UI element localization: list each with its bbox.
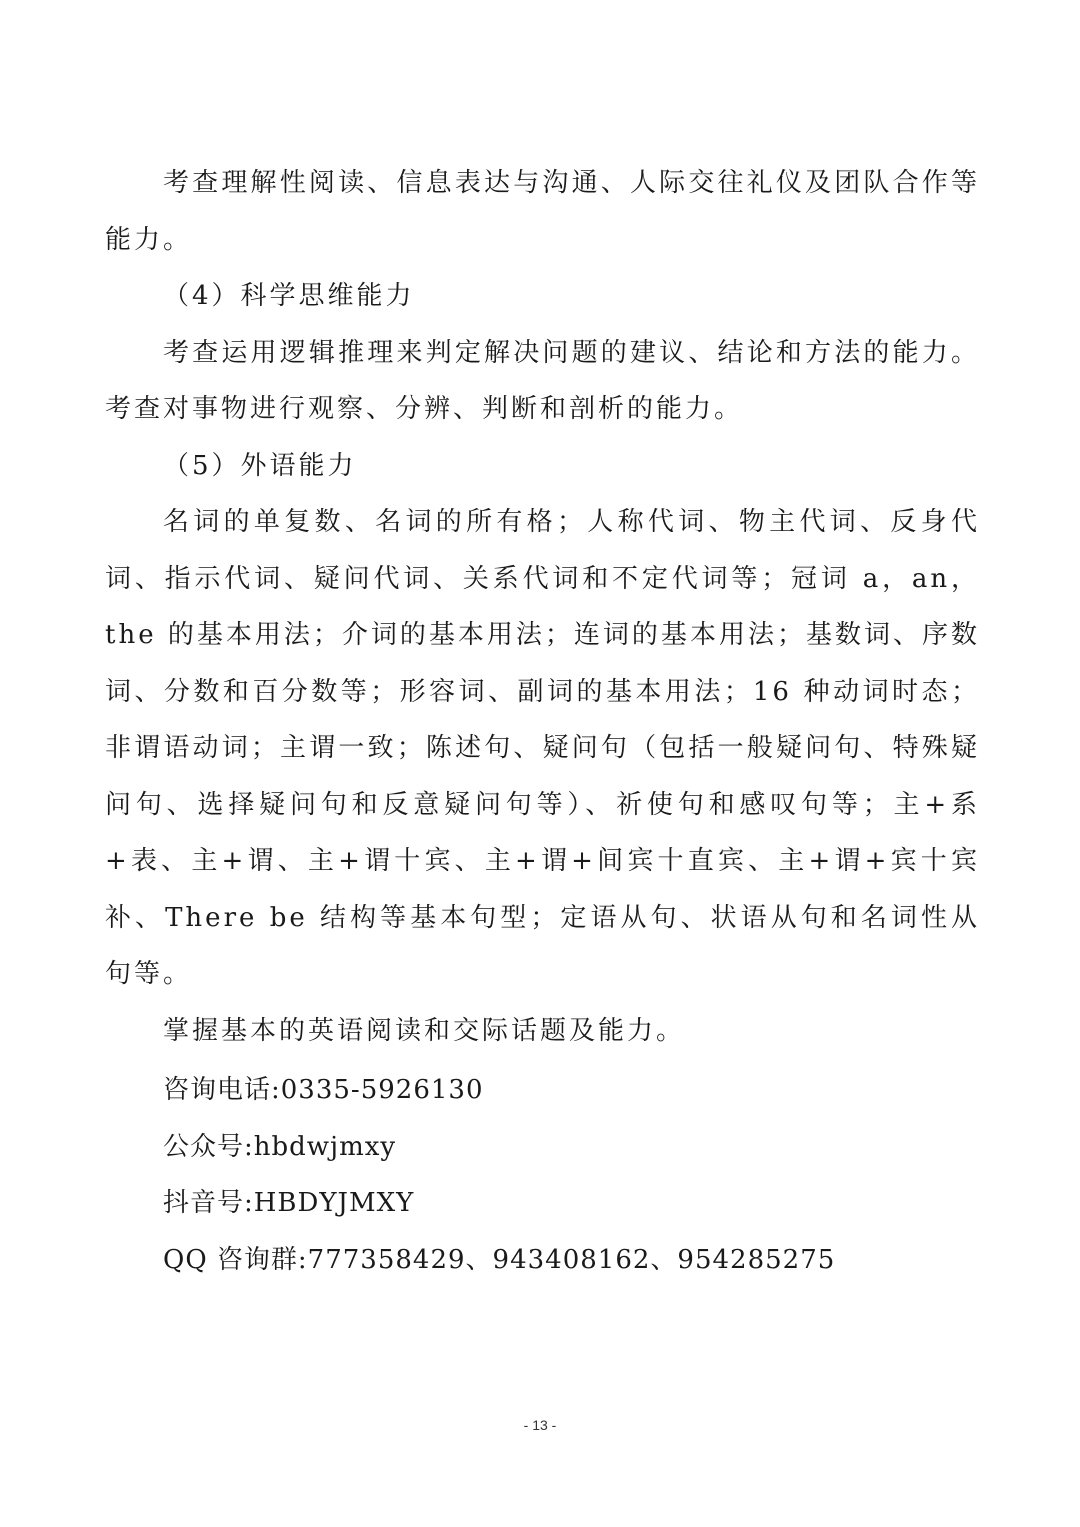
section-heading-scientific-thinking: （4）科学思维能力 (163, 281, 415, 311)
paragraph-scientific-thinking: 考查运用逻辑推理来判定解决问题的建议、结论和方法的能力。考查对事物进行观察、分辨、判断和剖析的能力。 (105, 337, 980, 424)
contact-qq-group: QQ 咨询群:777358429、943408162、954285275 (163, 1244, 836, 1275)
section-heading-foreign-language: （5）外语能力 (163, 450, 357, 481)
paragraph-grammar-topics: 名词的单复数、名词的所有格；人称代词、物主代词、反身代词、指示代词、疑问代词、关系代词和不定代词等；冠词 a，an，the 的基本用法；介词的基本用法；连词的基本用法；基数词、序数词、分数和百分数等；形容词、副词的基本用法；16 种动词时态；非谓语动词；主谓一致；陈述句、疑问句（包括一般疑问句、特殊疑问句、选择疑问句和反意疑问句等）、祈使句和感叹句等；主+系+表、主+谓、主+谓十宾、主+谓+间宾十直宾、主+谓+宾十宾补、There be 结构等基本句型；定语从句、状语从句和名词性从句等。 (105, 507, 980, 989)
paragraph-reading-ability: 掌握基本的英语阅读和交际话题及能力。 (163, 1015, 686, 1046)
contact-info (163, 1062, 983, 1288)
page-number: - 13 - (523, 1417, 557, 1433)
body-text (105, 155, 980, 1059)
contact-phone: 咨询电话:0335-5926130 (163, 1075, 484, 1105)
paragraph-communication-ability: 考查理解性阅读、信息表达与沟通、人际交往礼仪及团队合作等能力。 (105, 168, 980, 255)
contact-douyin: 抖音号:HBDYJMXY (163, 1188, 415, 1218)
contact-wechat: 公众号:hbdwjmxy (163, 1131, 397, 1162)
